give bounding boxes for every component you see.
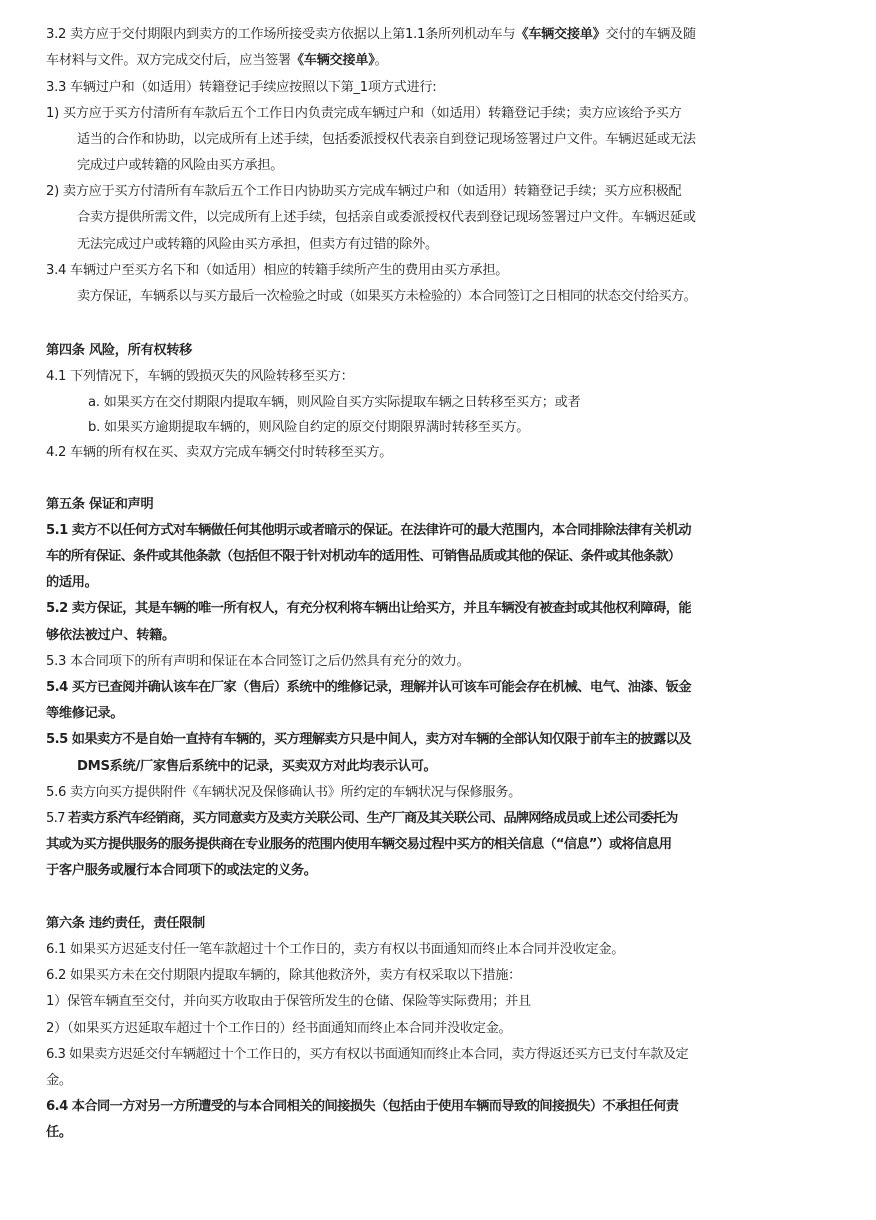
- clause-6-1: 6.1 如果买方迟延支付任一笔车款超过十个工作日的，卖方有权以书面通知而终止本合同并没收定金。: [46, 942, 625, 957]
- clause-5-4-line-2: 等维修记录。: [46, 706, 124, 721]
- clause-3-3: 3.3 车辆过户和（如适用）转籍登记手续应按照以下第_1项方式进行:: [46, 80, 437, 95]
- clause-6-4-line-2: 任。: [46, 1125, 72, 1140]
- clause-3-3-item-2-line-3: 无法完成过户或转籍的风险由买方承担，但卖方有过错的除外。: [77, 237, 438, 252]
- clause-3-2-line-2: 车材料与文件。双方完成交付后，应当签署《车辆交接单》。: [46, 53, 388, 68]
- clause-5-3: 5.3 本合同项下的所有声明和保证在本合同签订之后仍然具有充分的效力。: [46, 654, 470, 669]
- clause-3-3-item-1-line-2: 适当的合作和协助，以完成所有上述手续，包括委派授权代表亲自到登记现场签署过户文件。车辆迟延或无法: [77, 132, 696, 147]
- clause-5-4-line-1: 5.4 买方已查阅并确认该车在厂家（售后）系统中的维修记录，理解并认可该车可能会存在机械、电气、油漆、钣金: [46, 680, 691, 695]
- clause-4-1: 4.1 下列情况下，车辆的毁损灭失的风险转移至买方：: [46, 369, 354, 384]
- clause-3-4: 3.4 车辆过户至买方名下和（如适用）相应的转籍手续所产生的费用由买方承担。: [46, 263, 509, 278]
- clause-5-1-line-2: 车的所有保证、条件或其他条款（包括但不限于针对机动车的适用性、可销售品质或其他的保证、条件或其他条款）: [46, 549, 681, 564]
- clause-5-5-line-2: DMS系统/厂家售后系统中的记录，买卖双方对此均表示认可。: [77, 759, 437, 774]
- clause-3-3-item-2-line-1: 2) 卖方应于买方付清所有车款后五个工作日内协助买方完成车辆过户和（如适用）转籍登记手续；买方应积极配: [46, 184, 682, 199]
- clause-6-3-line-1: 6.3 如果卖方迟延交付车辆超过十个工作日的，买方有权以书面通知而终止本合同，卖方得返还买方已支付车款及定: [46, 1047, 689, 1062]
- clause-4-1-a: a. 如果买方在交付期限内提取车辆，则风险自买方实际提取车辆之日转移至买方；或者: [88, 395, 581, 410]
- clause-6-2-item-2: 2）（如果买方迟延取车超过十个工作日的）经书面通知而终止本合同并没收定金。: [46, 1021, 512, 1036]
- clause-4-2: 4.2 车辆的所有权在买、卖双方完成车辆交付时转移至买方。: [46, 445, 393, 460]
- clause-5-5-line-1: 5.5 如果卖方不是自始一直持有车辆的，买方理解卖方只是中间人，卖方对车辆的全部认知仅限于前车主的披露以及: [46, 732, 691, 747]
- clause-5-7-line-1: 5.7 若卖方系汽车经销商，买方同意卖方及卖方关联公司、生产厂商及其关联公司、品牌网络成员或上述公司委托为: [46, 811, 678, 826]
- clause-6-3-line-2: 金。: [46, 1073, 72, 1088]
- clause-3-3-item-1-line-3: 完成过户或转籍的风险由买方承担。: [77, 158, 284, 173]
- clause-5-2-line-1: 5.2 卖方保证，其是车辆的唯一所有权人，有充分权利将车辆出让给买方，并且车辆没有被查封或其他权利障碍，能: [46, 601, 691, 616]
- clause-6-4-line-1: 6.4 本合同一方对另一方所遭受的与本合同相关的间接损失（包括由于使用车辆而导致的间接损失）不承担任何责: [46, 1099, 679, 1114]
- clause-5-6: 5.6 卖方向买方提供附件《车辆状况及保修确认书》所约定的车辆状况与保修服务。: [46, 785, 522, 800]
- clause-3-3-item-2-line-2: 合卖方提供所需文件，以完成所有上述手续，包括亲自或委派授权代表到登记现场签署过户文件。车辆迟延或: [77, 210, 696, 225]
- clause-3-3-item-1-line-1: 1) 买方应于买方付清所有车款后五个工作日内负责完成车辆过户和（如适用）转籍登记手续；卖方应该给予买方: [46, 106, 682, 121]
- clause-5-1-line-1: 5.1 卖方不以任何方式对车辆做任何其他明示或者暗示的保证。在法律许可的最大范围内，本合同排除法律有关机动: [46, 523, 691, 538]
- article-4-heading: 第四条 风险，所有权转移: [46, 343, 193, 358]
- article-6-heading: 第六条 违约责任，责任限制: [46, 916, 205, 931]
- seller-guarantee: 卖方保证，车辆系以与买方最后一次检验之时或（如果买方未检验的）本合同签订之日相同的状态交付给买方。: [77, 289, 697, 304]
- clause-6-2-item-1: 1）保管车辆直至交付，并向买方收取由于保管所发生的仓储、保险等实际费用；并且: [46, 994, 531, 1009]
- clause-5-7-line-2: 其或为买方提供服务的服务提供商在专业服务的范围内使用车辆交易过程中买方的相关信息（“信息”）或将信息用: [46, 837, 672, 852]
- clause-4-1-b: b. 如果买方逾期提取车辆的，则风险自约定的原交付期限界满时转移至买方。: [88, 420, 530, 435]
- clause-5-2-line-2: 够依法被过户、转籍。: [46, 628, 175, 643]
- clause-3-2-line-1: 3.2 卖方应于交付期限内到卖方的工作场所接受卖方依据以上第1.1条所列机动车与《车辆交接单》交付的车辆及随: [46, 27, 696, 42]
- clause-6-2: 6.2 如果买方未在交付期限内提取车辆的，除其他救济外，卖方有权采取以下措施：: [46, 968, 522, 983]
- clause-5-1-line-3: 的适用。: [46, 575, 98, 590]
- article-5-heading: 第五条 保证和声明: [46, 497, 154, 512]
- clause-5-7-line-3: 于客户服务或履行本合同项下的或法定的义务。: [46, 863, 317, 878]
